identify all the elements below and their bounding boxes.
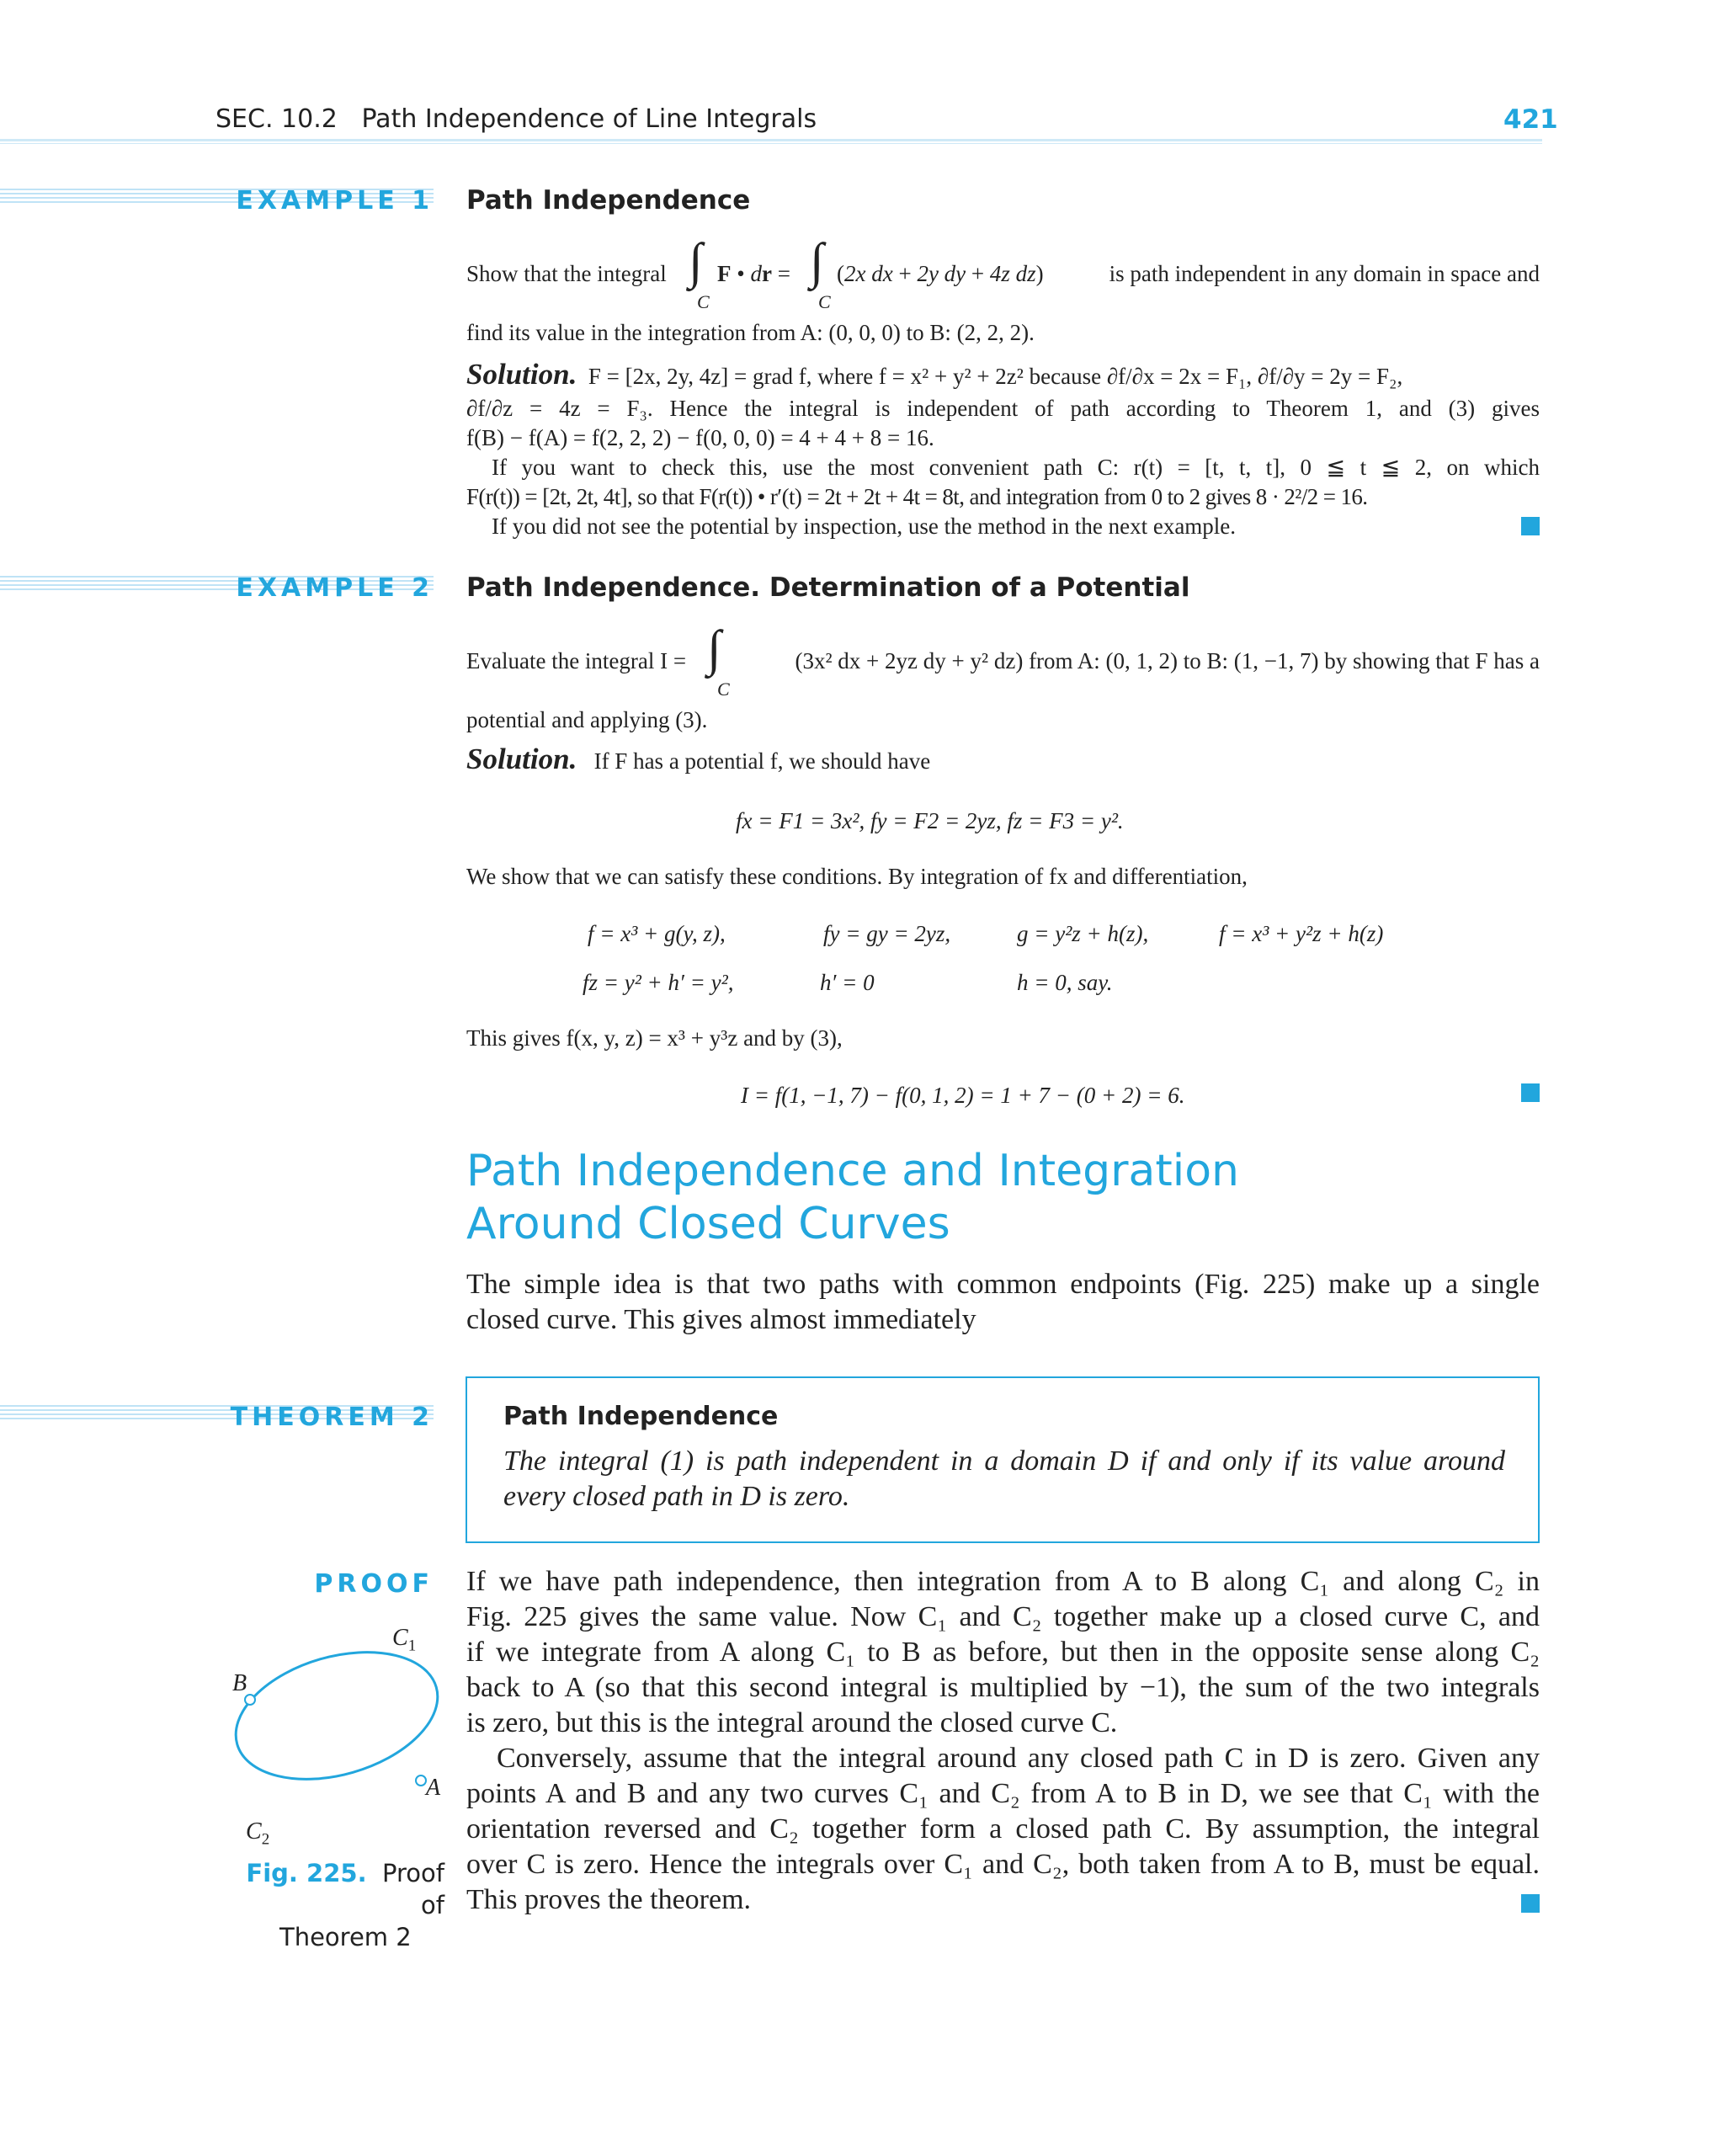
proof-line: over C is zero. Hence the integrals over C₁ and C₂, both taken from A to B, must be equal. — [466, 1849, 1540, 1880]
integral-sign-icon: ∫ — [810, 233, 824, 289]
example2-eq1: fx = F1 = 3x², fy = F2 = 2yz, fz = F3 = y². — [736, 808, 1124, 833]
figure-label-b: B — [232, 1670, 247, 1696]
example2-sol-text: If F has a potential f, we should have — [593, 748, 931, 774]
page-number: 421 — [1503, 104, 1558, 135]
example2-eq2a: f = x³ + g(y, z), — [588, 921, 726, 946]
example1-label: EXAMPLE 1 — [236, 186, 434, 216]
example1-intro-suffix: is path independent in any domain in space and — [1109, 261, 1540, 286]
end-of-example-icon — [1521, 517, 1540, 535]
theorem2-line1: The integral (1) is path independent in a domain D if and only if its value around — [503, 1445, 1505, 1477]
integral-sub-c: C — [717, 679, 730, 700]
example2-eq3c: h = 0, say. — [1017, 970, 1113, 995]
figure-label-a: A — [426, 1775, 441, 1801]
example1-integrand-1: F • dr = — [717, 261, 790, 286]
figure-label-c1 — [392, 1625, 416, 1656]
example1-sol-line1: F = [2x, 2y, 4z] = grad f, where f = x² + y² + 2z² because ∂f/∂x = 2x = F₁, ∂f/∂y = 2y = F₂, — [588, 364, 1403, 389]
figure-label-c1-sub: 1 — [407, 1637, 417, 1655]
end-of-proof-icon — [1521, 1894, 1540, 1913]
section-intro — [466, 1267, 1540, 1338]
example1-sol-line5: F(r(t)) = [2t, 2t, 4t], so that F(r(t)) • r′(t) = 2t + 2t + 4t = 8t, and integration from 0 to 2 gives 8 · 2²/2 = 16. — [466, 484, 1368, 509]
solution-label: Solution. — [466, 743, 577, 775]
closed-curve — [221, 1631, 452, 1801]
example2-eq3b: h′ = 0 — [820, 970, 875, 995]
running-header — [216, 104, 817, 134]
figure-225 — [210, 1616, 463, 1852]
example1-sol-line2: ∂f/∂z = 4z = F₃. Hence the integral is independent of path according to Theorem 1, and (3) gives — [466, 396, 1540, 421]
example2-text3: This gives f(x, y, z) = x³ + y³z and by (3), — [466, 1025, 843, 1051]
integral-sign-icon: ∫ — [689, 233, 703, 289]
example2-text2: We show that we can satisfy these conditions. By integration of fx and differentiation, — [466, 864, 1248, 889]
example1-intro — [466, 259, 667, 289]
proof-line: Conversely, assume that the integral around any closed path C in D is zero. Given any — [497, 1743, 1540, 1774]
theorem2-line2: every closed path in D is zero. — [503, 1481, 850, 1512]
proof-label: PROOF — [314, 1569, 434, 1599]
example2-eq4: I = f(1, −1, 7) − f(0, 1, 2) = 1 + 7 − (0 + 2) = 6. — [741, 1083, 1185, 1108]
example2-eq2b: fy = gy = 2yz, — [823, 921, 951, 946]
example1-solution — [466, 357, 1540, 541]
proof-line: orientation reversed and C₂ together form a closed path C. By assumption, the integral — [466, 1813, 1540, 1845]
example1-intro-prefix: Show that the integral — [466, 261, 667, 286]
proof-line: if we integrate from A along C₁ to B as before, but then in the opposite sense along C₂ — [466, 1637, 1540, 1668]
theorem2-title: Path Independence — [503, 1402, 779, 1431]
proof-line: Fig. 225 gives the same value. Now C₁ and C₂ together make up a closed curve C, and — [466, 1601, 1540, 1632]
header-rule-thin — [0, 143, 1542, 144]
example2-eq3a: fz = y² + h′ = y², — [583, 970, 734, 995]
example2-intro-suffix: (3x² dx + 2yz dy + y² dz) from A: (0, 1, 2) to B: (1, −1, 7) by showing that F has a — [795, 648, 1540, 673]
figure-label-c2 — [246, 1818, 269, 1850]
figure-label-c1-main: C — [392, 1625, 408, 1651]
point-a-marker — [416, 1775, 426, 1786]
theorem-box — [466, 1376, 1540, 1543]
proof-line: points A and B and any two curves C₁ and C₂ from A to B in D, we see that C₁ with the — [466, 1778, 1540, 1809]
section-title — [466, 1145, 1239, 1251]
proof-line: This proves the theorem. — [466, 1884, 752, 1915]
section-intro-line1: The simple idea is that two paths with common endpoints (Fig. 225) make up a single — [466, 1269, 1540, 1300]
example2-label: EXAMPLE 2 — [236, 573, 434, 603]
example2-intro-line2: potential and applying (3). — [466, 707, 708, 732]
solution-label: Solution. — [466, 358, 577, 391]
example1-sol-line6: If you did not see the potential by inspection, use the method in the next example. — [492, 514, 1237, 539]
figure-caption-number: Fig. 225. — [246, 1859, 367, 1887]
theorem2-label: THEOREM 2 — [230, 1403, 434, 1432]
figure-caption-line2: Theorem 2 — [279, 1923, 412, 1951]
example2-title: Path Independence. Determination of a Potential — [466, 572, 1190, 603]
theorem2-statement — [503, 1444, 1505, 1515]
example2-intro-prefix: Evaluate the integral I = — [466, 648, 687, 673]
proof-line: If we have path independence, then integration from A to B along C₁ and along C₂ in — [466, 1566, 1540, 1597]
figure-label-c2-sub: 2 — [261, 1830, 270, 1849]
integral-sub-c: C — [697, 291, 710, 312]
proof-line: is zero, but this is the integral around the closed curve C. — [466, 1707, 1118, 1738]
example1-title: Path Independence — [466, 185, 751, 216]
figure-caption — [234, 1857, 444, 1953]
section-title-line1: Path Independence and Integration — [466, 1146, 1239, 1196]
example2-eq2c: g = y²z + h(z), — [1017, 921, 1149, 946]
proof-line: back to A (so that this second integral is multiplied by −1), the sum of the two integrals — [466, 1672, 1540, 1703]
end-of-example-icon — [1521, 1083, 1540, 1102]
section-intro-line2: closed curve. This gives almost immediately — [466, 1304, 976, 1335]
example2-eq2d: f = x³ + y²z + h(z) — [1219, 921, 1384, 946]
integral-sub-c: C — [818, 291, 831, 312]
figure-caption-line1: Proof of — [382, 1859, 444, 1919]
example1-sol-line3: f(B) − f(A) = f(2, 2, 2) − f(0, 0, 0) = 4 + 4 + 8 = 16. — [466, 425, 934, 450]
header-section: SEC. 10.2 — [216, 104, 338, 134]
figure-label-c2-main: C — [246, 1818, 262, 1845]
example1-intro-line2: find its value in the integration from A: (0, 0, 0) to B: (2, 2, 2). — [466, 320, 1035, 345]
integral-sign-icon: ∫ — [707, 620, 721, 676]
header-rule — [0, 139, 1542, 141]
example2-solution — [466, 744, 930, 776]
proof-text — [466, 1564, 1540, 1918]
example1-sol-line4: If you want to check this, use the most convenient path C: r(t) = [t, t, t], 0 ≦ t ≦ 2, on which — [492, 455, 1540, 480]
example1-integrand-2: (2x dx + 2y dy + 4z dz) — [837, 261, 1044, 286]
header-title: Path Independence of Line Integrals — [361, 104, 817, 134]
section-title-line2: Around Closed Curves — [466, 1199, 950, 1249]
